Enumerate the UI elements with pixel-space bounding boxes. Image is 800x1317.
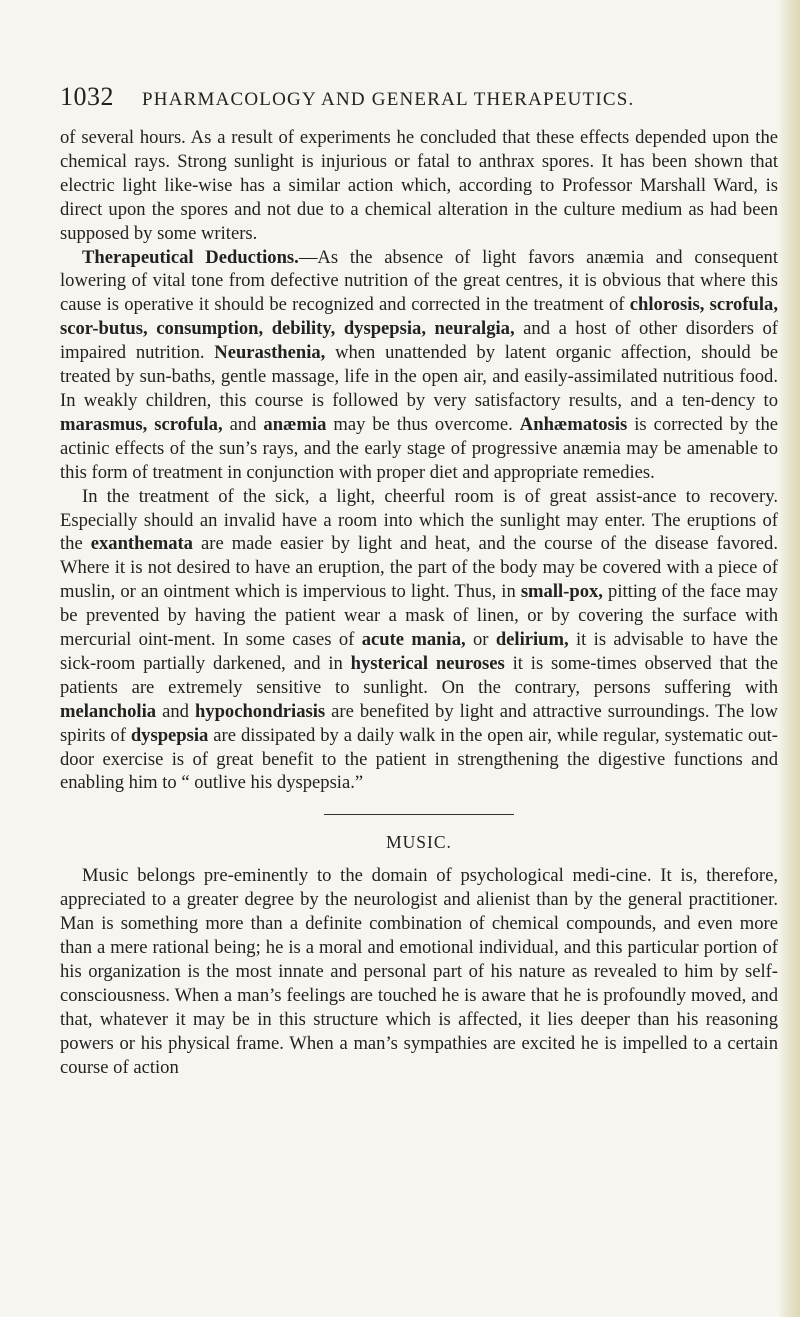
paragraph-music: Music belongs pre-eminently to the domain of psychological medi-cine. It is, therefore, appreciated to a greater degree by the neurologist and alienist than by the general practitioner. Man is something more than a definite combination of chemical compounds, and even more than a mere rational being; he is a moral and emotional individual, and this particular portion of his organization is the most innate and personal part of his nature as revealed to him by self-consciousness. When a man’s feelings are touched he is aware that he is profoundly moved, and that, whatever it may be in this structure which is affected, it lies deeper than his reasoning powers or his physical frame. When a man’s sympathies are excited he is impelled to a certain course of action <box>60 865 778 1078</box>
page-edge-shadow <box>778 0 800 1317</box>
paragraph-therapeutical-deductions: Therapeutical Deductions.—As the absence of light favors anæmia and consequent lowering of vital tone from defective nutrition of the great centres, it is obvious that where this cause is operative it should be recognized and corrected in the treatment of chlorosis, scrofula, scor-butus, consumption, debility, dyspepsia, neuralgia, and a host of other disorders of impaired nutrition. Neurasthenia, when unattended by latent organic affection, should be treated by sun-baths, gentle massage, life in the open air, and easily-assimilated nutritious food. In weakly children, this course is followed by very satisfactory results, and a ten-dency to marasmus, scrofula, and anæmia may be thus overcome. Anhæmatosis is corrected by the actinic effects of the sun’s rays, and the early stage of progressive anæmia may be amenable to this form of treatment in conjunction with proper diet and appropriate remedies. <box>60 246 779 483</box>
section-heading: MUSIC. <box>386 832 452 853</box>
section-divider <box>324 814 514 815</box>
book-page <box>60 82 778 1079</box>
page-number: 1032 <box>60 82 114 111</box>
running-title: PHARMACOLOGY AND GENERAL THERAPEUTICS. <box>142 89 635 110</box>
paragraph-1: of several hours. As a result of experiments he concluded that these effects depended upon the chemical rays. Strong sunlight is injurious or fatal to anthrax spores. It has been shown that electric light like-wise has a similar action which, according to Professor Marshall Ward, is direct upon the spores and not due to a chemical alteration in the culture medium as had been supposed by some writers. <box>60 127 778 244</box>
paragraph-sickroom-light: In the treatment of the sick, a light, cheerful room is of great assist-ance to recovery. Especially should an invalid have a room into which the sunlight may enter. The eruptions of the exanthemata are made easier by light and heat, and the course of the disease favored. Where it is not desired to have an eruption, the part of the body may be covered with a piece of muslin, or an ointment which is impervious to light. Thus, in small-pox, pitting of the face may be prevented by having the patient wear a mask of linen, or by covering the surface with mercurial oint-ment. In some cases of acute mania, or delirium, it is advisable to have the sick-room partially darkened, and in hysterical neuroses it is some-times observed that the patients are extremely sensitive to sunlight. On the contrary, persons suffering with melancholia and hypochondriasis are benefited by light and attractive surroundings. The low spirits of dyspepsia are dissipated by a daily walk in the open air, while regular, systematic out-door exercise is of great benefit to the patient in strengthening the digestive functions and enabling him to “ outlive his dyspepsia.” <box>60 485 779 794</box>
body-text <box>60 126 778 1079</box>
running-header <box>60 82 778 122</box>
paragraph-heading: Therapeutical Deductions. <box>82 246 299 268</box>
